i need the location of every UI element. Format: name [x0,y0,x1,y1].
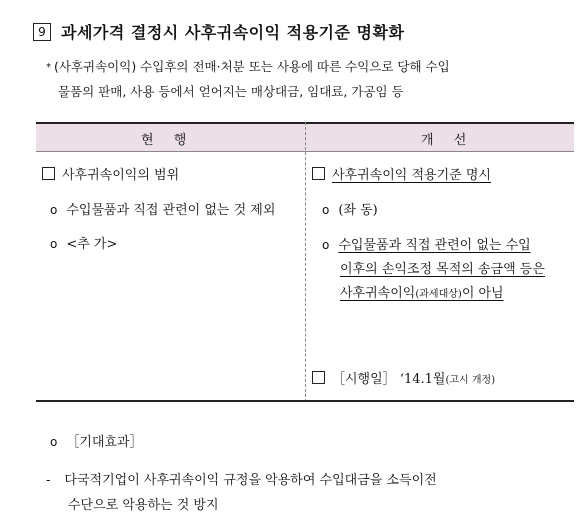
footnote [46,55,576,104]
effective-date-note: ［시행일］ ‘14.1월(고시 개정) [312,368,495,387]
section-title: 과세가격 결정시 사후귀속이익 적용기준 명확화 [61,23,405,42]
checkbox-icon [42,167,55,180]
column-divider [305,122,306,402]
expected-effect-text: - 다국적기업이 사후귀속이익 규정을 악용하여 수입대금을 소득이전 수단으로 악용하는 것 방지 [46,473,437,513]
header-improved: 개 선 [421,133,475,148]
circle-bullet-icon: o [50,203,58,217]
circle-bullet-icon: o [50,435,58,449]
comparison-table [36,122,574,402]
footnote-line-1: * (사후귀속이익) 수입후의 전매·처분 또는 사용에 따른 수익으로 당해 수입 [46,59,450,74]
section-heading [33,20,404,43]
checkbox-icon [312,371,325,384]
section-number: 9 [33,23,51,41]
table-bottom-rule [36,400,574,402]
expected-effect-heading: o ［기대효과］ [50,435,143,450]
footnote-line-2: 물품의 판매, 사용 등에서 얻어지는 매상대금, 임대료, 가공임 등 [58,84,404,99]
right-heading: 사후귀속이익 적용기준 명시 [312,164,491,183]
checkbox-icon [312,167,325,180]
header-current: 현 행 [141,133,195,148]
left-item-2: o <추 가> [50,237,118,252]
right-item-2: o 수입물품과 직접 관련이 없는 수입 이후의 손익조정 목적의 송금액 등은 사후귀속이익(과세대상)이 아님 [322,233,545,307]
circle-bullet-icon: o [322,238,330,252]
circle-bullet-icon: o [50,237,58,251]
footnote-star: * [46,62,51,73]
circle-bullet-icon: o [322,203,330,217]
left-item-1: o 수입물품과 직접 관련이 없는 것 제외 [50,203,276,218]
dash-bullet-icon: - [46,473,51,488]
right-item-1: o (좌 동) [322,203,378,218]
left-heading: 사후귀속이익의 범위 [42,164,179,183]
